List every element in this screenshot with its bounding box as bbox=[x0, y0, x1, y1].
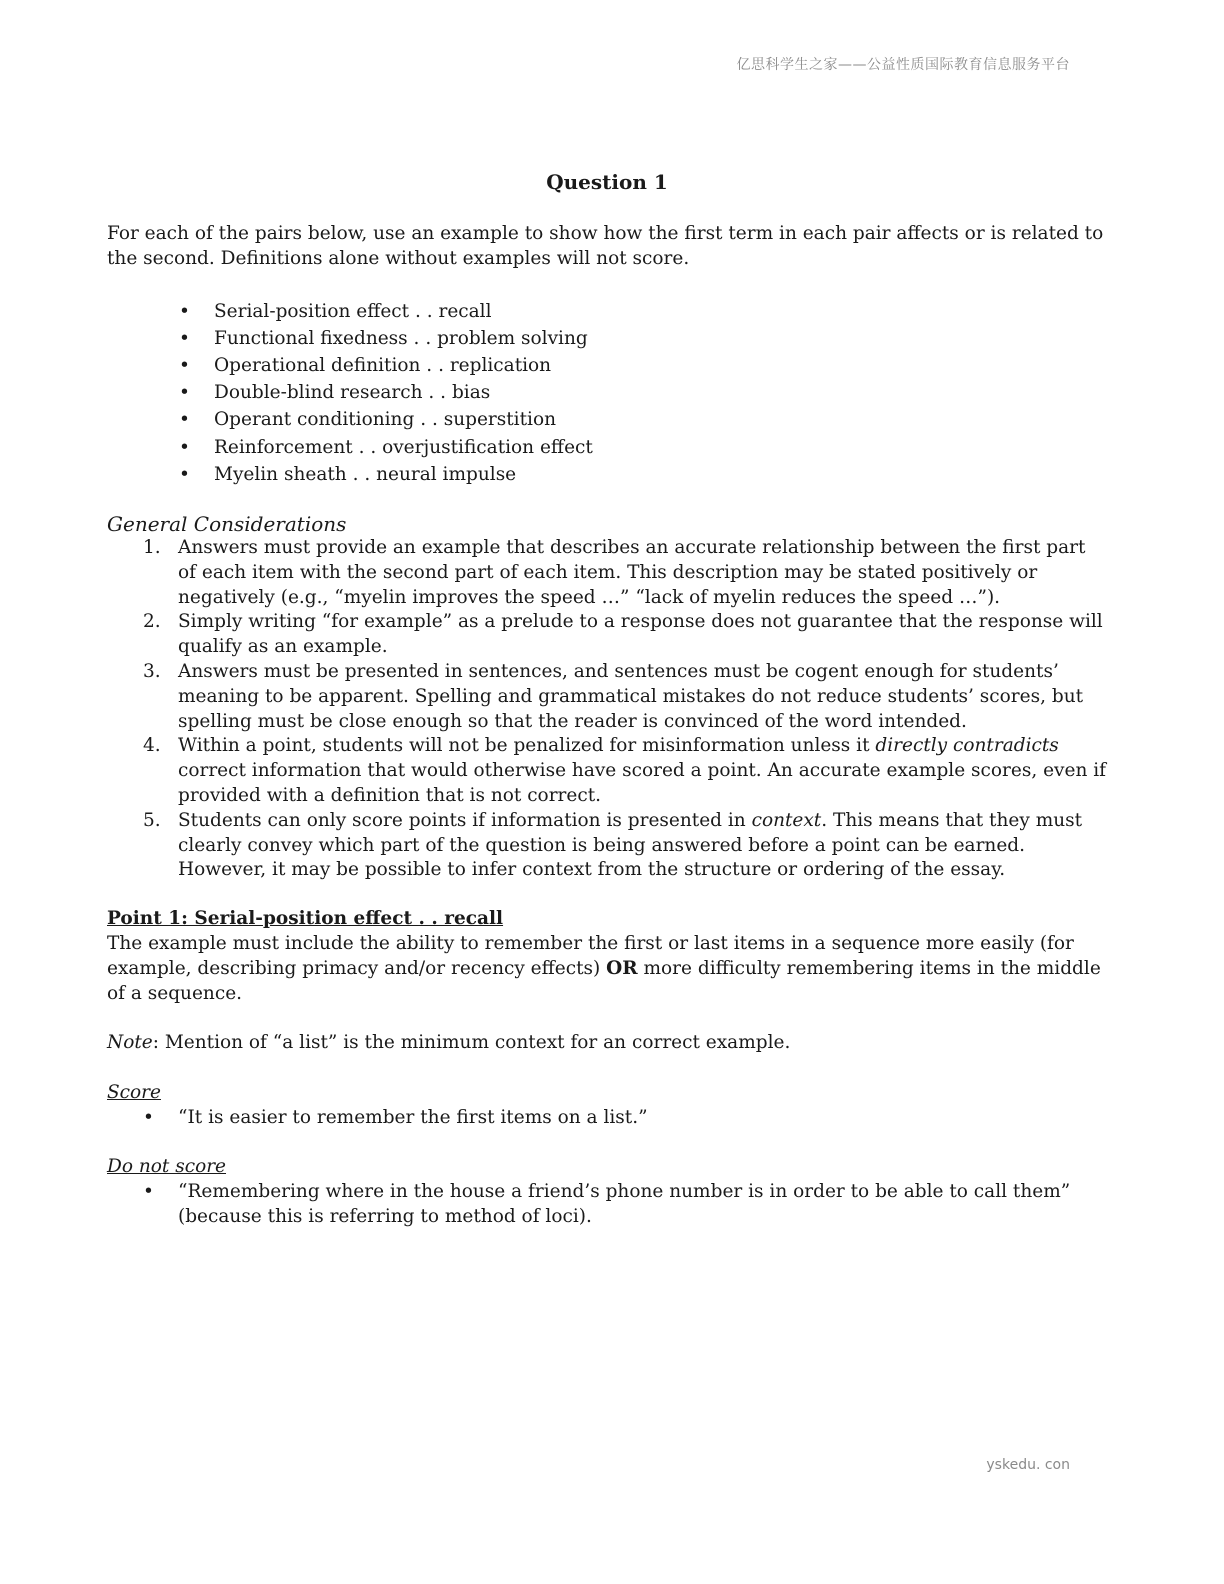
do-not-score-label-text: Do not score bbox=[107, 1156, 227, 1178]
item-text: Simply writing “for example” as a prelude to a response does not guarantee that the response will qualify as an example. bbox=[178, 611, 1103, 658]
note-label: Note bbox=[107, 1032, 153, 1054]
item-text-emphasis: directly contradicts bbox=[875, 735, 1059, 757]
list-item: • Myelin sheath . . neural impulse bbox=[179, 461, 1107, 488]
item-text-after: . This means that they must clearly convey which part of the question is being answered before a point can be earned. However, it may be possible to infer context from the structure or ordering of the essay. bbox=[178, 809, 1083, 881]
list-item: • Operant conditioning . . superstition bbox=[179, 406, 1107, 433]
desc-bold: OR bbox=[606, 957, 638, 979]
item-number: 3. bbox=[143, 661, 161, 682]
header-watermark: 亿思科学生之家——公益性质国际教育信息服务平台 bbox=[736, 57, 1070, 73]
list-item bbox=[107, 536, 1107, 610]
list-item bbox=[107, 734, 1107, 808]
footer-watermark: yskedu. con bbox=[986, 1457, 1070, 1473]
question-intro: For each of the pairs below, use an example to show how the first term in each pair affects or is related to the second. Definitions alone without examples will not score. bbox=[107, 223, 1104, 269]
score-examples bbox=[107, 1106, 1107, 1131]
item-text: Answers must provide an example that describes an accurate relationship between the first part of each item with the second part of each item. This description may be stated positively or negatively (e.g., “myelin improves the speed …” “lack of myelin reduces the speed …”). bbox=[178, 537, 1086, 608]
item-number: 1. bbox=[143, 537, 161, 559]
list-item: • Double-blind research . . bias bbox=[179, 379, 1107, 406]
document-body bbox=[107, 168, 1107, 1254]
considerations-list bbox=[107, 536, 1107, 883]
desc-before: The example must include the ability to remember the first or last items in a sequence more easily (for example, describing primacy and/or recency effects) bbox=[107, 932, 1074, 979]
list-item: • “It is easier to remember the first items on a list.” bbox=[107, 1106, 1107, 1131]
do-not-score-label bbox=[107, 1155, 1107, 1180]
list-item: • Functional fixedness . . problem solving bbox=[179, 325, 1107, 352]
list-item bbox=[107, 610, 1107, 660]
item-number: 5. bbox=[143, 809, 161, 831]
item-number: 4. bbox=[143, 735, 161, 757]
general-considerations-heading: General Considerations bbox=[107, 512, 347, 537]
desc-after: more difficulty remembering items in the middle of a sequence. bbox=[107, 957, 1101, 1004]
do-not-score-examples bbox=[107, 1180, 1107, 1230]
list-item bbox=[107, 660, 1107, 734]
point1-description bbox=[107, 932, 1107, 1006]
note-text: : Mention of “a list” is the minimum context for an correct example. bbox=[152, 1032, 791, 1054]
point1-note bbox=[107, 1031, 1107, 1056]
list-item: • Serial-position effect . . recall bbox=[179, 298, 1107, 325]
list-item: • Operational definition . . replication bbox=[179, 352, 1107, 379]
list-item bbox=[107, 809, 1107, 883]
item-text: Answers must be presented in sentences, and sentences must be cogent enough for students’ meaning to be apparent. Spelling and grammatical mistakes do not reduce students’ scores, but spelling must be close enough so that the reader is convinced of the word intended. bbox=[178, 661, 1084, 732]
point1-title: Point 1: Serial-position effect . . recall bbox=[107, 908, 504, 930]
score-label-text: Score bbox=[107, 1081, 161, 1103]
pairs-list bbox=[107, 298, 1107, 488]
score-label bbox=[107, 1081, 1107, 1106]
item-text-before: Students can only score points if information is presented in bbox=[178, 809, 752, 831]
item-text-after: correct information that would otherwise have scored a point. An accurate example scores, even if provided with a definition that is not correct. bbox=[178, 760, 1106, 806]
question-title: Question 1 bbox=[546, 170, 668, 194]
item-text-before: Within a point, students will not be penalized for misinformation unless it bbox=[178, 735, 876, 757]
item-number: 2. bbox=[143, 611, 161, 633]
list-item: • Reinforcement . . overjustification effect bbox=[179, 434, 1107, 461]
list-item: • “Remembering where in the house a friend’s phone number is in order to be able to call them” (because this is referring to method of loci). bbox=[107, 1180, 1107, 1230]
item-text-emphasis: context bbox=[751, 809, 822, 831]
